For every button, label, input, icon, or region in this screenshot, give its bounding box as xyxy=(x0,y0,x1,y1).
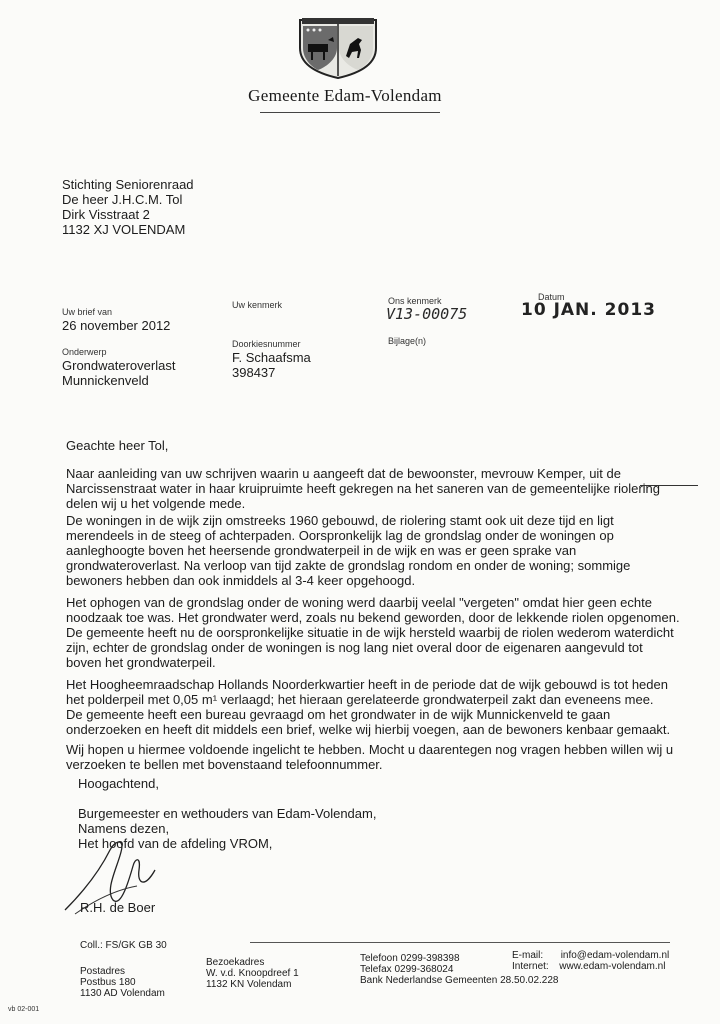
pen-mark xyxy=(640,485,698,486)
text-line: Naar aanleiding van uw schrijven waarin u aangeeft dat de bewoonster, mevrouw Kemper, uit de xyxy=(66,466,621,481)
recipient-line: De heer J.H.C.M. Tol xyxy=(62,192,183,207)
email-link[interactable]: info@edam-volendam.nl xyxy=(560,950,670,961)
footer-postal-address xyxy=(80,966,165,999)
text-line: merendeels in de steeg of achterpaden. Oorspronkelijk lag de grondslag onder de woningen op xyxy=(66,528,614,543)
your-reference-label: Uw kenmerk xyxy=(232,300,283,310)
date-stamp: 10 JAN. 2013 xyxy=(521,300,656,320)
our-reference-handwritten: V13-00075 xyxy=(386,305,468,323)
subject-label: Onderwerp xyxy=(62,347,107,357)
municipal-crest-logo xyxy=(294,14,382,80)
subject-line: Munnickenveld xyxy=(62,373,149,388)
body-paragraph-closing xyxy=(66,742,674,772)
letterhead-divider xyxy=(260,112,440,113)
text-line: delen wij u het volgende mede. xyxy=(66,496,246,511)
letter-paragraph-1 xyxy=(66,436,631,451)
text-line: De gemeente heeft een bureau gevraagd om het grondwater in de wijk Munnickenveld te gaan xyxy=(66,707,611,722)
footer-phone: Telefoon 0299-398398 xyxy=(360,953,460,964)
your-letter-date: 26 november 2012 xyxy=(62,318,171,333)
your-letter-label: Uw brief van xyxy=(62,307,113,317)
text-line: grondwateroverlast. Na verloop van tijd zakte de grondslag rondom en onder de woning; sommige xyxy=(66,558,631,573)
recipient-line: Dirk Visstraat 2 xyxy=(62,207,150,222)
text-line: onderzoeken en heeft dit middels een brief, welke wij hierbij voegen, aan de bewoners kenbaar gemaakt. xyxy=(66,722,671,737)
website-link[interactable]: www.edam-volendam.nl xyxy=(559,961,666,972)
footer-divider xyxy=(250,942,670,943)
recipient-line: Stichting Seniorenraad xyxy=(62,177,194,192)
text-line: Het Hoogheemraadschap Hollands Noorderkwartier heeft in de periode dat de wijk gebouwd is tot heden xyxy=(66,677,668,692)
footer-line: Postbus 180 xyxy=(80,977,136,988)
text-line: zijn, echter de grondslag onder de woningen is nog lang niet overal door de eigenaren aangevuld tot xyxy=(66,640,643,655)
contact-number: 398437 xyxy=(232,365,276,380)
subject-line: Grondwateroverlast xyxy=(62,358,176,373)
text-line: boven het grondwaterpeil. xyxy=(66,655,216,670)
our-reference-label: Ons kenmerk xyxy=(388,296,442,306)
direct-dial-label: Doorkiesnummer xyxy=(232,339,301,349)
body-paragraph-water-board xyxy=(66,677,671,737)
email-label: E-mail: xyxy=(512,950,544,961)
signoff-line: Het hoofd van de afdeling VROM, xyxy=(78,836,273,851)
footer-line: 1130 AD Volendam xyxy=(80,988,165,999)
municipality-name: Gemeente Edam-Volendam xyxy=(248,86,442,105)
text-line: bewoners hebben dan ook inmiddels al 3-4 keer opgehoogd. xyxy=(66,573,416,588)
form-code: vb 02-001 xyxy=(8,1006,40,1013)
text-line: Wij hopen u hiermee voldoende ingelicht te hebben. Mocht u daarentegen nog vragen hebben willen wij u xyxy=(66,742,674,757)
footer-line: 1132 KN Volendam xyxy=(206,979,292,990)
contact-name: F. Schaafsma xyxy=(232,350,311,365)
text-line: Narcissenstraat water in haar kruipruimte heeft gekregen na het saneren van de gemeentelijke riolering xyxy=(66,481,660,496)
body-paragraph-history xyxy=(66,513,631,588)
body-paragraph-intro xyxy=(66,466,660,511)
body-paragraph-situation xyxy=(66,595,680,670)
recipient-line: 1132 XJ VOLENDAM xyxy=(62,222,186,237)
footer-line: Postadres xyxy=(80,966,126,977)
footer-bank: Bank Nederlandse Gemeenten 28.50.02.228 xyxy=(360,975,559,986)
text-line: het polderpeil met 0,05 m¹ verlaagd; het hieraan gerelateerde grondwaterpeil zakt dan eveneens mee. xyxy=(66,692,654,707)
internet-label: Internet: xyxy=(512,961,549,972)
attachments-label: Bijlage(n) xyxy=(388,336,427,346)
text-line: verzoeken te bellen met bovenstaand telefoonnummer. xyxy=(66,757,383,772)
text-line: aanleghoogte boven het heersende grondwaterpeil in de wijk en was er geen sprake van xyxy=(66,543,577,558)
footer-visit-address xyxy=(206,957,299,990)
text-line: noodzaak toe was. Het grondwater werd, zoals nu bekend geworden, door de lekkende riolen opgenomen. xyxy=(66,610,680,625)
text-line: Het ophogen van de grondslag onder de woning werd daarbij veelal "vergeten" omdat hier geen echte xyxy=(66,595,652,610)
closing: Hoogachtend, xyxy=(78,776,159,791)
signoff-line: Namens dezen, xyxy=(78,821,170,836)
footer-online xyxy=(512,950,669,972)
footer-line: Bezoekadres xyxy=(206,957,265,968)
signer-name: R.H. de Boer xyxy=(80,900,156,915)
collation-code: Coll.: FS/GK GB 30 xyxy=(80,940,167,951)
date-label: Datum xyxy=(538,292,565,302)
signoff-line: Burgemeester en wethouders van Edam-Volendam, xyxy=(78,806,377,821)
recipient-address xyxy=(62,177,194,237)
salutation: Geachte heer Tol, xyxy=(66,438,169,453)
footer-line: W. v.d. Knoopdreef 1 xyxy=(206,968,299,979)
text-line: De woningen in de wijk zijn omstreeks 1960 gebouwd, de riolering stamt ook uit deze tijd en ligt xyxy=(66,513,614,528)
text-line: De gemeente heeft nu de oorspronkelijke situatie in de wijk hersteld waarbij de riolen wederom waterdicht xyxy=(66,625,674,640)
footer-fax: Telefax 0299-368024 xyxy=(360,964,454,975)
